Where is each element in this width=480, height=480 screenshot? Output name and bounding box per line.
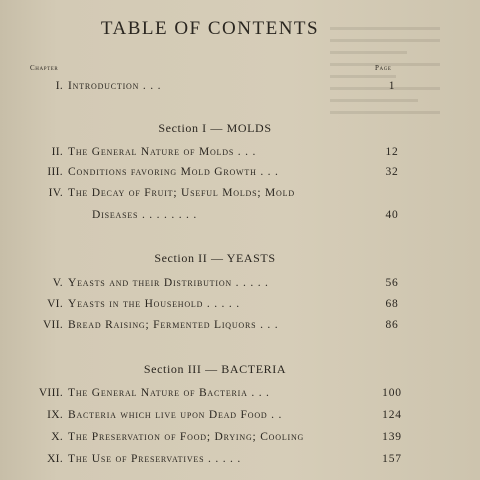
chapter-number: X. xyxy=(51,431,63,443)
toc-entry xyxy=(0,277,420,293)
toc-entry xyxy=(0,166,420,182)
chapter-number: III. xyxy=(47,166,63,178)
chapter-number: VI. xyxy=(47,298,63,310)
page-number: 86 xyxy=(385,319,399,331)
page-number: 157 xyxy=(382,453,402,465)
chapter-column-header: Chapter xyxy=(30,64,59,72)
section-heading: Section I — MOLDS xyxy=(158,121,272,135)
toc-entry xyxy=(0,453,420,469)
toc-entry xyxy=(0,409,420,425)
chapter-number: XI. xyxy=(47,453,63,465)
chapter-title: The Use of Preservatives . . . . . xyxy=(68,453,242,465)
toc-entry xyxy=(0,80,420,96)
page-number: 139 xyxy=(382,431,402,443)
toc-entry-continuation xyxy=(0,209,420,225)
page-number: 100 xyxy=(382,387,402,399)
chapter-number: V. xyxy=(52,277,63,289)
toc-entry xyxy=(0,298,420,314)
page-number: 56 xyxy=(385,277,399,289)
chapter-title-continuation: Diseases . . . . . . . . xyxy=(92,209,198,221)
chapter-title: The Decay of Fruit; Useful Molds; Mold xyxy=(68,187,295,199)
page-number: 124 xyxy=(382,409,402,421)
page-column-header: Page xyxy=(375,64,392,72)
chapter-number: IX. xyxy=(47,409,63,421)
chapter-title: Introduction . . . xyxy=(68,80,162,92)
toc-entry xyxy=(0,146,420,162)
chapter-title: The General Nature of Bacteria . . . xyxy=(68,387,270,399)
chapter-title: Bacteria which live upon Dead Food . . xyxy=(68,409,283,421)
toc-entry xyxy=(0,319,420,335)
page-number: 68 xyxy=(385,298,399,310)
chapter-number: IV. xyxy=(48,187,63,199)
page-number: 12 xyxy=(385,146,399,158)
page-number: 32 xyxy=(385,166,399,178)
chapter-title: Conditions favoring Mold Growth . . . xyxy=(68,166,279,178)
chapter-number: II. xyxy=(51,146,63,158)
chapter-title: The Preservation of Food; Drying; Cooling xyxy=(68,431,305,443)
page-number: 1 xyxy=(388,80,396,92)
chapter-title: Yeasts in the Household . . . . . xyxy=(68,298,240,310)
section-heading: Section II — YEASTS xyxy=(154,251,276,265)
toc-entry xyxy=(0,387,420,403)
toc-entry xyxy=(0,431,420,447)
toc-entry xyxy=(0,187,420,203)
chapter-title: Yeasts and their Distribution . . . . . xyxy=(68,277,269,289)
chapter-title: The General Nature of Molds . . . xyxy=(68,146,257,158)
page-number: 40 xyxy=(385,209,399,221)
page-title: TABLE OF CONTENTS xyxy=(100,18,320,39)
section-heading: Section III — BACTERIA xyxy=(143,362,287,376)
chapter-number: I. xyxy=(55,80,63,92)
chapter-number: VII. xyxy=(42,319,63,331)
chapter-title: Bread Raising; Fermented Liquors . . . xyxy=(68,319,279,331)
chapter-number: VIII. xyxy=(38,387,63,399)
